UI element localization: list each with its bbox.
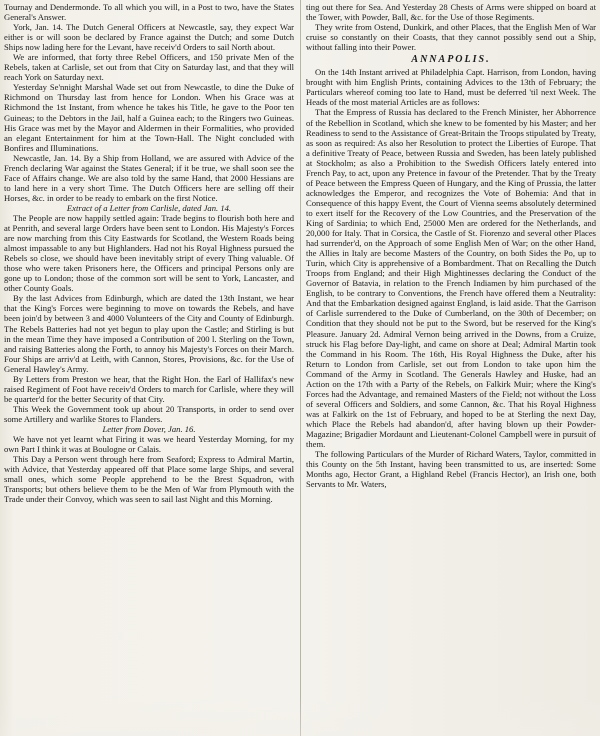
article-paragraph: Yesterday Se'nnight Marshal Wade set out from Newcastle, to dine the Duke of Richmond on Thursday last from hence for London. When his Grace was at Richmond the 1st Instant, from whence he takes his Title, he gave to the Poor ten Guineas; to the Debtors in the Jail, half a Guinea each; to the Ringers two Guineas. His Grace was met by the Mayor and Aldermen in their Formalities, who provided an elegant Entertainment for him at the Town-Hall. The Night concluded with Bonfires and Illuminations. — [4, 82, 294, 153]
article-paragraph: On the 14th Instant arrived at Philadelphia Capt. Harrison, from London, having brought with him English Prints, containing Advices to the 13th of February; the Particulars whereof coming too late to Hand, must be deferred 'til next Week. The Heads of the most material Articles are as follows: — [306, 67, 596, 108]
article-paragraph: By the last Advices from Edinburgh, which are dated the 13th Instant, we hear that the King's Forces were beginning to move on towards the Rebels, and have been join'd by between 3 and 4000 Volunteers of the City and County of Edinburgh. The Rebels Batteries had not yet begun to play upon the Castle; and Stirling is but in the mean Time they have imposed a Contribution of 200 l. Sterling on the Town, and raising Batteries along the Forth, to annoy his Majesty's Forces on their March. Four Ships are arriv'd at Leith, with Cannon, Stores, Provisions, &c. for the Use of General Hawley's Army. — [4, 293, 294, 374]
section-heading: ANNAPOLIS. — [411, 54, 491, 66]
article-paragraph: The following Particulars of the Murder of Richard Waters, Taylor, committed in this County on the 5th Instant, having been transmitted to us, are inserted: Some Months ago, Hector Grant, a Highland Rebel (Francis Hector), an Irish one, both Servants to Mr. Waters, — [306, 449, 596, 490]
left-column — [4, 2, 294, 504]
letter-heading: Letter from Dover, Jan. 16. — [102, 423, 196, 434]
article-paragraph: This Day a Person went through here from Seaford; Express to Admiral Martin, with Advice, that Yesterday appeared off that Place some large Ships, and several small ones, which some People apprehend to be the Brest Squadron, with Transports; but others believe them to be the Men of War from Plymouth with the Trade under their Convoy, which was seen to sail last Night and this Morning. — [4, 454, 294, 505]
article-paragraph: They write from Ostend, Dunkirk, and other Places, that the English Men of War cruise so constantly on their Coasts, that they cannot possibly send out a Ship, without falling into their Power. — [306, 22, 596, 53]
article-paragraph: ting out there for Sea. And Yesterday 28 Chests of Arms were shipped on board at the Tower, with Powder, Ball, &c. for the Use of those Regiments. — [306, 2, 596, 23]
letter-heading: Extract of a Letter from Carlisle, dated Jan. 14. — [66, 202, 232, 213]
article-paragraph: That the Empress of Russia has declared to the French Minister, her Abhorrence of the Rebellion in Scotland, which she knew to be fomented by his Master; and her Readiness to send to the Assistance of Great-Britain the Troops stipulated by Treaty, as soon as required: As also her Resolution to protect the Liberties of Europe. That a definitive Treaty of Peace, between Russia and Sweden, has been lately published at Stockholm; as also a Prohibition to the Swedish Officers lately entered into French Pay, to act, upon any Pretence in favour of the Pretender. That by the Treaty of Peace between the Empress Queen of Hungary, and the King of Prussia, the latter acknowledges the Emperor, and recognizes the Vote of Bohemia: And that in Consequence of this happy Event, the Court of Vienna seems absolutely determined to exert itself for the Recovery of the Low Countries, and the Preservation of the King of Sardinia; to which End, 25000 Men are ordered for the Netherlands, and 20,000 for Italy. That in Corsica, the Castle of St. Fiorenzo and several other Places had surrender'd, on the Approach of some English Men of War; on the other Hand, the Allies in Italy are become Masters of the Country, on both Sides the Po, up to Turin, which City is apprehensive of a Bombardment. That on Recalling the Dutch Troops from England; and their High Mightinesses declaring the Conduct of the Governor of Batavia, in relation to the French Indiamen by him purchased of the English, to be contrary to Conventions, the French have offered them a Neutrality: And that the Embarkation designed against England, is laid aside. That the Garrison of Carlisle surrendered to the Duke of Cumberland, on the 30th of December; on Condition that they should not be put to the Sword, but be reserved for the King's Pleasure. January 2d. Admiral Vernon being arrived in the Downs, from a Cruize, struck his Flag before Day-light, and came on shore at Deal; Admiral Martin took the Command in his Room. The 16th, His Royal Highness the Duke, after his Return to London from Carlisle, set out from London to take upon him the Command of the Army in Scotland. The Generals Hawley and Huske, had an Action on the 17th with a Party of the Rebels, on Falkirk Muir; where the King's Forces had the Advantage, and remained Masters of the Field; not without the Loss of several Officers and Soldiers, and some Cannon, &c. That his Royal Highness was at Falkirk on the 1st of February, and hoped to be at Sterling the next Day, which Place the Rebels had abandon'd, after having blown up their Powder-Magazine; Brigadier Mordaunt and Lieutenant-Colonel Campbell were in pursuit of them. — [306, 107, 596, 450]
article-paragraph: We have not yet learnt what Firing it was we heard Yesterday Morning, for my own Part I think it was at Boulogne or Calais. — [4, 434, 294, 455]
article-paragraph: Tournay and Dendermonde. To all which you will, in a Post to two, have the States General's Answer. — [4, 2, 294, 23]
article-paragraph: We are informed, that forty three Rebel Officers, and 150 private Men of the Rebels, taken at Carlisle, set out from that City on Saturday last, and that they will reach York on Saturday next. — [4, 52, 294, 83]
right-column — [306, 2, 596, 489]
article-paragraph: This Week the Government took up about 20 Transports, in order to send over some Artillery and warlike Stores to Flanders. — [4, 403, 294, 424]
column-rule — [300, 0, 301, 736]
article-paragraph: York, Jan. 14. The Dutch General Officers at Newcastle, say, they expect War either is or will soon be declared by France against the Dutch; and some Dutch Ships now lading here for the Levant, have receiv'd Orders to sail North about. — [4, 22, 294, 53]
article-paragraph: By Letters from Preston we hear, that the Right Hon. the Earl of Hallifax's new raised Regiment of Foot have receiv'd Orders to march for Carlisle, where they will be quarter'd for the better Security of that City. — [4, 373, 294, 404]
article-paragraph: The People are now happily settled again: Trade begins to flourish both here and at Penrith, and several large Orders have been sent to London. His Majesty's Forces are now marching from this City Eastwards for Scotland, the Western Roads being almost impassable to any but Highlanders. Had not his Royal Highness pursued the Rebels so close, we should have been inevitably stript of every Thing valuable. Of those who were taken Prisoners here, the Officers and principal Persons only are gone up to London; those of the common sort will be sent to York, Lancaster, and other County Goals. — [4, 212, 294, 294]
article-paragraph: Newcastle, Jan. 14. By a Ship from Holland, we are assured with Advice of the French declaring War against the States General; if it be true, we shall soon see the Face of Affairs change. We are also told by the same Hand, that 2000 Hessians are to land here in a very short Time. The Dutch Officers here are selling off their Horses, &c. in order to be ready to embark on the first Notice. — [4, 152, 294, 203]
